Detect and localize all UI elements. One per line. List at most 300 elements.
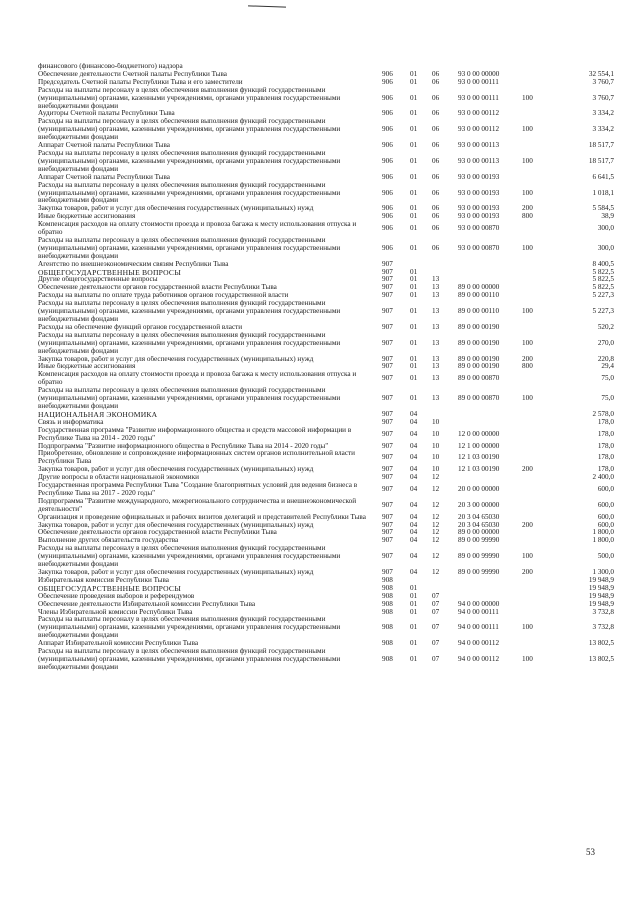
row-amount: 2 578,0 [592, 410, 614, 418]
row-name: Аппарат Счетной палаты Республики Тыва [38, 142, 170, 150]
row-name: Расходы на выплаты персоналу в целях обеспечения выполнения функций государственными (муниципальными) органами, казенными учреждениями, органами управления государственными внебюджетными фондами [38, 181, 341, 205]
table-row [38, 419, 614, 427]
row-target-article: 89 0 00 00870 [458, 374, 500, 383]
row-section: 01 [410, 623, 418, 632]
table-row [38, 237, 614, 261]
row-subsection: 13 [432, 307, 440, 316]
row-expense-type [522, 261, 554, 269]
table-row [38, 577, 614, 585]
table-row [38, 356, 614, 364]
row-section: 04 [410, 418, 418, 426]
row-expense-type [522, 482, 554, 498]
row-target-article: 89 0 00 99990 [458, 552, 500, 561]
row-expense-type: 200 [522, 205, 533, 213]
row-ved: 907 [382, 442, 393, 450]
row-subsection: 06 [432, 188, 440, 197]
row-subsection: 06 [432, 142, 440, 150]
table-row [38, 450, 614, 466]
row-section: 01 [410, 173, 418, 181]
row-amount: 5 822,5 [592, 276, 614, 284]
row-ved: 907 [382, 484, 393, 493]
row-section: 01 [410, 355, 418, 363]
row-subsection: 07 [432, 608, 440, 616]
table-row [38, 443, 614, 451]
row-target-article [458, 269, 522, 277]
row-name: Расходы на выплаты персоналу в целях обеспечения выполнения функций государственными (муниципальными) органами, казенными учреждениями, органами управления государственными внебюджетными фондами [38, 300, 341, 323]
row-subsection: 06 [432, 224, 440, 233]
row-expense-type [522, 450, 554, 466]
row-ved: 908 [382, 640, 393, 648]
row-target-article: 94 0 00 00111 [458, 623, 499, 632]
table-row [38, 609, 614, 617]
row-name: Государственная программа Республики Тыва "Создание благоприятных условий для ведения бизнеса в Республике Тыва на 2017 - 2020 годы" [38, 482, 358, 497]
row-name: Расходы на выплаты персоналу в целях обеспечения выполнения функций государственными (муниципальными) органами, казенными учреждениями, органами управления государственными внебюджетными фондами [38, 648, 341, 671]
table-row [38, 71, 614, 79]
row-name: Аппарат Избирательной комиссии Республики Тыва [38, 640, 199, 648]
row-subsection: 13 [432, 355, 440, 363]
row-section: 01 [410, 608, 418, 616]
row-section: 01 [410, 374, 418, 383]
row-ved: 907 [382, 500, 393, 509]
row-amount: 600,0 [597, 521, 614, 529]
row-name: Расходы на выплаты персоналу в целях обеспечения выполнения функций государственными (муниципальными) органами, казенными учреждениями, органами управления государственными внебюджетными фондами [38, 118, 341, 142]
row-amount: 6 641,5 [592, 173, 614, 181]
row-ved: 906 [382, 173, 393, 181]
row-subsection: 13 [432, 394, 440, 403]
table-row [38, 601, 614, 609]
row-name: Обеспечение деятельности Избирательной комиссии Республики Тыва [38, 600, 256, 608]
row-ved: 907 [382, 552, 393, 561]
row-ved: 907 [382, 363, 393, 371]
row-ved: 907 [382, 513, 393, 521]
row-target-article: 94 0 00 00111 [458, 608, 499, 616]
row-section: 01 [410, 70, 418, 78]
row-expense-type [522, 640, 554, 648]
row-expense-type [522, 63, 554, 71]
row-ved: 907 [382, 429, 393, 438]
row-target-article: 89 0 00 00000 [458, 284, 500, 292]
row-target-article: 94 0 00 00000 [458, 600, 500, 608]
row-subsection: 07 [432, 592, 440, 600]
row-expense-type: 100 [522, 338, 533, 347]
row-ved: 907 [382, 521, 393, 529]
row-target-article: 89 0 00 00190 [458, 363, 500, 371]
row-target-article: 93 0 00 00193 [458, 205, 500, 213]
row-subsection: 13 [432, 363, 440, 371]
row-section: 01 [410, 363, 418, 371]
row-name: Другие общегосударственные вопросы [38, 276, 158, 284]
row-expense-type [522, 443, 554, 451]
row-ved: 907 [382, 284, 393, 292]
row-expense-type [522, 419, 554, 427]
row-target-article: 93 0 00 00193 [458, 213, 500, 221]
row-name: Расходы на обеспечение функций органов государственной власти [38, 323, 243, 331]
row-expense-type [522, 593, 554, 601]
row-ved: 907 [382, 355, 393, 363]
row-section: 04 [410, 429, 418, 438]
table-row [38, 498, 614, 514]
row-subsection: 12 [432, 513, 440, 521]
row-target-article: 93 0 00 00112 [458, 110, 500, 118]
row-expense-type: 200 [522, 355, 533, 363]
row-section: 01 [410, 205, 418, 213]
row-amount: 3 334,2 [592, 110, 614, 118]
row-ved: 907 [382, 474, 393, 482]
row-target-article [458, 261, 522, 269]
row-target-article: 12 1 00 00000 [458, 442, 500, 450]
row-ved: 907 [382, 466, 393, 474]
row-subsection [432, 63, 458, 71]
table-row [38, 269, 614, 277]
row-name: Расходы на выплаты персоналу в целях обеспечения выполнения функций государственными (муниципальными) органами, казенными учреждениями, органами управления государственными внебюджетными фондами [38, 236, 341, 260]
row-amount: 300,0 [597, 224, 614, 233]
row-expense-type [522, 585, 554, 593]
row-amount: 38,9 [601, 213, 614, 221]
row-amount: 75,0 [601, 394, 614, 403]
row-subsection [432, 261, 458, 269]
row-amount: 2 400,0 [592, 474, 614, 482]
row-amount: 220,8 [597, 355, 614, 363]
row-expense-type [522, 427, 554, 443]
row-target-article: 93 0 00 00112 [458, 125, 500, 134]
row-expense-type: 100 [522, 623, 533, 632]
row-amount: 19 948,9 [588, 584, 614, 592]
row-expense-type: 100 [522, 156, 533, 165]
row-name: ОБЩЕГОСУДАРСТВЕННЫЕ ВОПРОСЫ [38, 268, 182, 277]
row-ved: 907 [382, 268, 393, 276]
row-target-article: 93 0 00 00111 [458, 78, 499, 86]
table-row [38, 522, 614, 530]
row-target-article: 20 3 04 65030 [458, 513, 500, 521]
row-expense-type: 100 [522, 307, 533, 316]
row-amount: 19 948,9 [588, 576, 614, 584]
row-name: Расходы на выплаты персоналу в целях обеспечения выполнения функций государственными (муниципальными) органами, казенными учреждениями, органами управления государственными внебюджетными фондами [38, 149, 341, 173]
table-row [38, 648, 614, 672]
row-section: 01 [410, 592, 418, 600]
row-expense-type [522, 577, 554, 585]
row-expense-type [522, 110, 554, 118]
row-subsection: 13 [432, 276, 440, 284]
row-ved: 908 [382, 654, 393, 663]
row-name: Расходы на выплаты персоналу в целях обеспечения выполнения функций государственными (муниципальными) органами, казенными учреждениями, органами управления государственными внебюджетными фондами [38, 616, 341, 640]
row-target-article: 12 1 03 00190 [458, 453, 500, 462]
row-amount: 19 948,9 [588, 592, 614, 600]
row-subsection [432, 585, 458, 593]
row-target-article: 94 0 00 00112 [458, 654, 500, 663]
row-target-article: 89 0 00 00190 [458, 338, 500, 347]
row-subsection: 06 [432, 243, 440, 252]
row-ved: 907 [382, 307, 393, 316]
table-row [38, 324, 614, 332]
table-row [38, 529, 614, 537]
row-amount: 300,0 [597, 243, 614, 252]
row-expense-type: 800 [522, 363, 533, 371]
row-name: Другие вопросы в области национальной экономики [38, 474, 199, 482]
row-section: 01 [410, 338, 418, 347]
row-target-article: 89 0 00 00000 [458, 529, 500, 537]
table-row [38, 616, 614, 640]
row-amount: 1 800,0 [592, 529, 614, 537]
table-row [38, 300, 614, 324]
row-subsection: 10 [432, 466, 440, 474]
row-amount: 600,0 [597, 513, 614, 521]
row-section: 01 [410, 188, 418, 197]
row-target-article: 89 0 00 00110 [458, 307, 500, 316]
row-amount: 178,0 [597, 466, 614, 474]
row-section: 04 [410, 466, 418, 474]
row-ved: 908 [382, 608, 393, 616]
row-name: Организация и проведение официальных и рабочих визитов делегаций и представителей Республики Тыва [38, 513, 366, 521]
row-expense-type: 100 [522, 394, 533, 403]
row-section: 01 [410, 640, 418, 648]
table-row [38, 142, 614, 150]
row-name: Расходы на выплаты персоналу в целях обеспечения выполнения функций государственными (муниципальными) органами, казенными учреждениями, органами управления государственными внебюджетными фондами [38, 387, 341, 410]
row-amount: 5 227,3 [592, 307, 614, 316]
row-section: 01 [410, 125, 418, 134]
row-name: Компенсация расходов на оплату стоимости проезда и провоза багажа к месту использования отпуска и обратно [38, 371, 357, 387]
row-target-article: 89 0 00 00190 [458, 323, 500, 331]
row-section: 04 [410, 537, 418, 545]
row-target-article: 20 0 00 00000 [458, 484, 500, 493]
row-name: Закупка товаров, работ и услуг для обеспечения государственных (муниципальных) нужд [38, 569, 314, 576]
row-ved: 907 [382, 374, 393, 383]
row-target-article: 93 0 00 00870 [458, 243, 500, 252]
row-name: Приобретение, обновление и сопровождение информационных систем органов исполнительной власти Республики Тыва [38, 450, 356, 466]
row-subsection: 06 [432, 173, 440, 181]
row-subsection: 13 [432, 292, 440, 300]
row-subsection: 10 [432, 442, 440, 450]
row-ved: 906 [382, 70, 393, 78]
row-subsection: 12 [432, 521, 440, 529]
row-amount: 270,0 [597, 338, 614, 347]
row-name: Расходы на выплаты персоналу в целях обеспечения выполнения функций государственными (муниципальными) органами, казенными учреждениями, органами управления государственными внебюджетными фондами [38, 545, 341, 569]
row-section: 01 [410, 110, 418, 118]
row-target-article: 20 3 04 65030 [458, 521, 500, 529]
row-subsection: 07 [432, 600, 440, 608]
row-target-article: 89 0 00 00190 [458, 355, 500, 363]
row-subsection [432, 269, 458, 277]
row-subsection: 06 [432, 205, 440, 213]
row-ved: 906 [382, 156, 393, 165]
row-target-article [458, 585, 522, 593]
row-name: Расходы на выплаты персоналу в целях обеспечения выполнения функций государственными (муниципальными) органами, казенными учреждениями, органами управления государственными внебюджетными фондами [38, 331, 341, 355]
row-ved [382, 63, 410, 71]
row-subsection [432, 411, 458, 419]
row-expense-type [522, 269, 554, 277]
row-subsection: 07 [432, 654, 440, 663]
row-section: 01 [410, 268, 418, 276]
row-expense-type [522, 174, 554, 182]
table-row [38, 427, 614, 443]
row-section: 01 [410, 78, 418, 86]
row-target-article: 93 0 00 00193 [458, 188, 500, 197]
row-expense-type: 100 [522, 552, 533, 561]
row-subsection: 12 [432, 537, 440, 545]
row-expense-type [522, 537, 554, 545]
row-subsection: 12 [432, 474, 440, 482]
row-ved: 908 [382, 576, 393, 584]
row-ved: 906 [382, 224, 393, 233]
row-name: Обеспечение деятельности органов государственной власти Республики Тыва [38, 284, 277, 292]
table-row [38, 640, 614, 648]
row-amount: 29,4 [601, 363, 614, 371]
table-row [38, 150, 614, 174]
row-ved: 906 [382, 78, 393, 86]
row-name: Избирательная комиссия Республики Тыва [38, 576, 169, 584]
row-ved: 908 [382, 600, 393, 608]
table-row [38, 276, 614, 284]
row-amount: 178,0 [597, 429, 614, 438]
row-target-article [458, 474, 522, 482]
row-section: 04 [410, 569, 418, 576]
table-row [38, 332, 614, 356]
row-section: 01 [410, 394, 418, 403]
row-subsection: 06 [432, 93, 440, 102]
table-row [38, 292, 614, 300]
row-subsection: 07 [432, 623, 440, 632]
table-row [38, 545, 614, 569]
row-expense-type [522, 292, 554, 300]
row-target-article [458, 577, 522, 585]
row-ved: 908 [382, 584, 393, 592]
row-subsection: 12 [432, 552, 440, 561]
row-expense-type: 100 [522, 654, 533, 663]
row-amount: 1 800,0 [592, 537, 614, 545]
row-ved: 907 [382, 260, 393, 268]
table-row [38, 213, 614, 221]
row-amount: 3 760,7 [592, 93, 614, 102]
row-amount: 1 300,0 [592, 569, 614, 576]
table-row [38, 110, 614, 118]
row-amount: 3 732,8 [592, 623, 614, 632]
row-ved: 906 [382, 213, 393, 221]
row-name: НАЦИОНАЛЬНАЯ ЭКОНОМИКА [38, 410, 158, 419]
row-ved: 906 [382, 125, 393, 134]
row-name: Аудиторы Счетной палаты Республики Тыва [38, 110, 175, 118]
table-row [38, 482, 614, 498]
row-subsection: 13 [432, 323, 440, 331]
row-name: Аппарат Счетной палаты Республики Тыва [38, 173, 170, 181]
row-target-article: 89 0 00 00870 [458, 394, 500, 403]
row-name: Обеспечение деятельности органов государственной власти Республики Тыва [38, 529, 277, 537]
row-subsection: 10 [432, 453, 440, 462]
row-target-article: 12 0 00 00000 [458, 429, 500, 438]
row-section: 01 [410, 600, 418, 608]
row-name: Подпрограмма "Развитие информационного общества в Республике Тыва на 2014 - 2020 годы" [38, 442, 329, 450]
row-section [410, 63, 432, 71]
table-row [38, 87, 614, 111]
row-name: финансового (финансово-бюджетного) надзора [38, 63, 183, 70]
table-row [38, 174, 614, 182]
row-amount [554, 63, 614, 71]
row-amount: 18 517,7 [588, 156, 614, 165]
row-target-article: 94 0 00 00112 [458, 640, 500, 648]
row-name: Подпрограмма "Развитие международного, межрегионального сотрудничества и внешнеэкономической деятельности" [38, 497, 357, 513]
row-subsection: 06 [432, 156, 440, 165]
row-expense-type [522, 221, 554, 237]
row-subsection: 06 [432, 78, 440, 86]
table-row [38, 205, 614, 213]
row-target-article: 93 0 00 00113 [458, 156, 500, 165]
row-name: Государственная программа "Развитие информационного общества и средств массовой информации в Республике Тыва на 2014 - 2020 годы" [38, 426, 352, 442]
row-expense-type [522, 474, 554, 482]
table-row [38, 569, 614, 577]
table-row [38, 537, 614, 545]
row-expense-type [522, 284, 554, 292]
row-expense-type [522, 609, 554, 617]
row-amount: 5 227,3 [592, 292, 614, 300]
row-name: Выполнение других обязательств государства [38, 537, 179, 545]
row-target-article [458, 593, 522, 601]
row-expense-type [522, 79, 554, 87]
row-section: 01 [410, 307, 418, 316]
table-row [38, 79, 614, 87]
row-subsection: 12 [432, 484, 440, 493]
row-ved: 906 [382, 188, 393, 197]
row-ved: 907 [382, 338, 393, 347]
table-row [38, 363, 614, 371]
table-row [38, 411, 614, 419]
row-section: 04 [410, 442, 418, 450]
row-expense-type: 800 [522, 213, 533, 221]
row-section: 01 [410, 292, 418, 300]
row-section: 04 [410, 500, 418, 509]
row-expense-type: 100 [522, 93, 533, 102]
table-row [38, 261, 614, 269]
row-section: 04 [410, 453, 418, 462]
row-name: Обеспечение проведения выборов и референдумов [38, 592, 195, 600]
row-subsection: 13 [432, 338, 440, 347]
row-expense-type [522, 371, 554, 387]
row-ved: 907 [382, 537, 393, 545]
row-subsection: 06 [432, 125, 440, 134]
row-ved: 906 [382, 243, 393, 252]
row-amount: 178,0 [597, 418, 614, 426]
table-row [38, 387, 614, 411]
row-expense-type [522, 71, 554, 79]
row-section: 01 [410, 654, 418, 663]
row-ved: 907 [382, 394, 393, 403]
row-subsection: 06 [432, 70, 440, 78]
row-ved: 907 [382, 453, 393, 462]
row-ved: 907 [382, 323, 393, 331]
row-section: 04 [410, 529, 418, 537]
row-name: Расходы на выплаты персоналу в целях обеспечения выполнения функций государственными (муниципальными) органами, казенными учреждениями, органами управления государственными внебюджетными фондами [38, 86, 341, 110]
row-ved: 907 [382, 276, 393, 284]
row-subsection: 07 [432, 640, 440, 648]
row-amount: 8 400,5 [592, 260, 614, 268]
row-section: 04 [410, 552, 418, 561]
row-section: 01 [410, 323, 418, 331]
row-amount: 13 802,5 [588, 654, 614, 663]
row-subsection: 10 [432, 429, 440, 438]
row-section: 04 [410, 484, 418, 493]
row-subsection: 12 [432, 500, 440, 509]
row-ved: 907 [382, 529, 393, 537]
table-row [38, 182, 614, 206]
row-name: Члены Избирательной комиссии Республики Тыва [38, 608, 193, 616]
row-subsection: 06 [432, 110, 440, 118]
row-ved: 907 [382, 569, 393, 576]
row-section: 01 [410, 142, 418, 150]
row-target-article [458, 63, 522, 71]
row-name: Иные бюджетные ассигнования [38, 363, 136, 371]
row-expense-type: 100 [522, 125, 533, 134]
row-name: Компенсация расходов на оплату стоимости проезда и провоза багажа к месту использования отпуска и обратно [38, 221, 357, 237]
row-expense-type: 200 [522, 569, 533, 576]
table-row [38, 371, 614, 387]
row-amount: 1 018,1 [592, 188, 614, 197]
